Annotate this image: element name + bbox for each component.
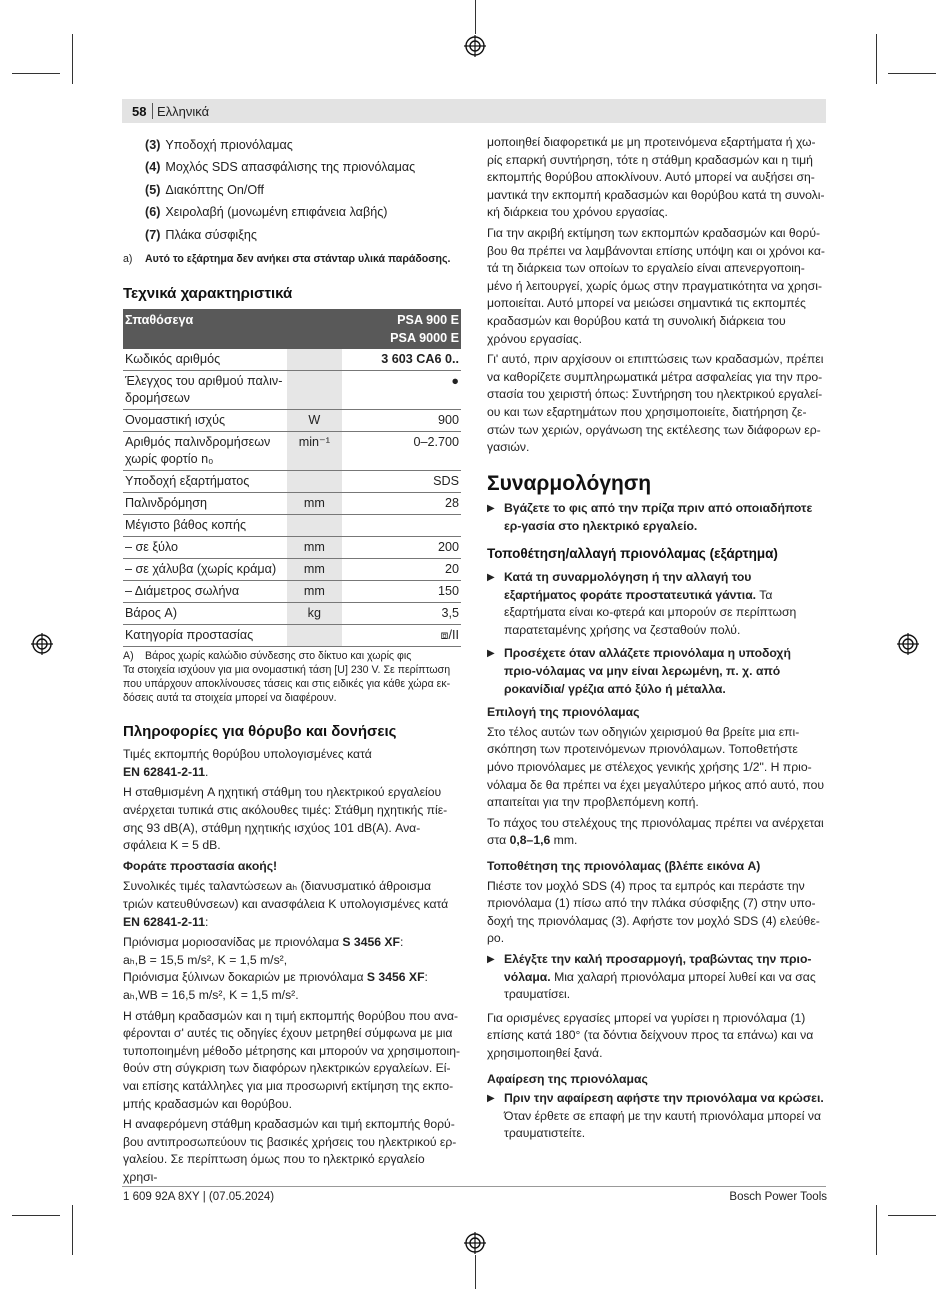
table-row [123,558,461,580]
row-value: 150 [342,580,461,602]
warning-item [487,645,825,698]
choose-heading: Επιλογή της πριονόλαμας [487,705,640,720]
right-p4: Στο τέλος αυτών των οδηγιών χειρισμού θα βρείτε μια επι-σκόπηση των προτεινόμενων πριονόλαμων. Τοποθετήστε μόνο πριονόλαμες με στέλεχος γενικής χρήσης 1/2". Η πριο-νόλαμα δε θα πρέπει να έχει μεγαλύτερο μήκος από αυτό, που απαιτείται για την προβλεπόμενη κοπή. [487,724,825,810]
warning-text: Κατά τη συναρμολόγηση ή την αλλαγή του εξαρτήματος φοράτε προστατευτικά γάντια. [504,570,757,602]
table-row [123,409,461,431]
warning-detail: Τα εξαρτήματα είναι κο-φτερά και μπορούν σε περίπτωση παρατεταμένης χρήσης να ζεσταθούν πολύ. [504,587,797,637]
table-row [123,514,461,536]
right-p3: Γι' αυτό, πριν αρχίσουν οι επιπτώσεις των κραδασμών, πρέπει να καθορίζετε συμπληρωματικά μέτρα ασφαλείας για την προ-στασία του χειριστή όπως: Συντήρηση του ηλεκτρικού εργαλεί-ου και των εξαρτημάτων που χρησιμοποιείτε, διατήρηση ζε-στών των χεριών, οργάνωση της εκτέλεσης των διάφορων ερ-γασιών. [487,352,824,455]
list-item [145,156,461,178]
crop-mark [475,1255,476,1289]
warning-detail: Μια χαλαρή πριονόλαμα μπορεί λυθεί και να σας τραυματίσει. [504,969,816,1002]
crop-mark [12,1215,60,1216]
table-header [123,309,461,349]
noise-p3: Συνολικές τιμές ταλαντώσεων aₕ (διανυσματικό άθροισμα τριών κατευθύνσεων) και ανασφάλεια K υπολογισμένες κατά EN 62841-2-11: [123,879,449,929]
noise-p1: Τιμές εκπομπής θορύβου υπολογισμένες κατά EN 62841-2-11. [123,747,372,779]
model-ref: S 3456 XF [366,970,425,985]
text: Συνολικές τιμές ταλαντώσεων aₕ (διανυσματικό άθροισμα τριών κατευθύνσεων) και ανασφάλεια K υπολογισμένες κατά [123,879,449,911]
blade-heading: Τοποθέτηση/αλλαγή πριονόλαμας (εξάρτημα) [487,546,778,562]
triangle-bullet-icon: ▶ [487,572,495,584]
vibration-value: aₕ,WB = 16,5 m/s², K = 1,5 m/s². [123,987,299,1002]
row-unit [287,349,342,371]
header-language: Ελληνικά [157,104,210,119]
warning-item [487,951,825,1004]
legend-text: Διακόπτης On/Off [165,182,264,197]
footnote-key: A) [123,649,134,662]
thickness-value: 0,8–1,6 [509,833,551,848]
legend-text: Χειρολαβή (μονωμένη επιφάνεια λαβής) [165,205,388,220]
table-row [123,602,461,624]
legend-number: (7) [145,227,161,242]
row-param: Κωδικός αριθμός [123,349,287,371]
row-value: 3,5 [342,602,461,624]
table-row [123,370,461,409]
list-item [145,134,461,156]
legend-text: Υποδοχή πριονόλαμας [165,138,293,152]
crop-mark [876,1205,877,1255]
crop-mark [12,73,60,74]
footnote-text: Αυτό το εξάρτημα δεν ανήκει στα στάνταρ υλικά παράδοσης. [145,253,451,266]
legend-footnote [123,251,461,267]
footnote-key: a) [123,253,133,266]
legend-number: (5) [145,182,161,197]
text: Το πάχος του στελέχους της πριονόλαμας πρέπει να ανέρχεται στα [487,815,824,848]
row-unit: mm [287,580,342,602]
crop-mark [475,0,476,34]
row-param: Αριθμός παλινδρομήσεων χωρίς φορτίο n₀ [123,431,287,470]
model-name: PSA 9000 E [390,330,459,345]
legend-text: Πλάκα σύσφιξης [165,227,257,242]
hearing-protection: Φοράτε προστασία ακοής! [123,858,278,873]
row-value: 0–2.700 [342,431,461,470]
warning-text: Ελέγξτε την καλή προσαρμογή, τραβώντας την πριο-νόλαμα. [504,951,812,984]
row-param: Μέγιστο βάθος κοπής [123,514,287,536]
noise-p4: Πριόνισμα μοριοσανίδας με πριονόλαμα S 3456 XF: aₕ,B = 15,5 m/s², K = 1,5 m/s², Πριόνισμα ξύλινων δοκαριών με πριονόλαμα S 3456 XF: aₕ,WB = 16,5 m/s², K = 1,5 m/s². [123,935,428,1002]
table-row [123,580,461,602]
row-unit: mm [287,558,342,580]
row-value [342,514,461,536]
crop-mark [72,1205,73,1255]
page-header [122,99,826,123]
footer-doc-number: 1 609 92A 8XY | (07.05.2024) [123,1191,275,1203]
text: Τιμές εκπομπής θορύβου υπολογισμένες κατά [123,747,372,762]
unit: mm. [553,833,578,848]
row-unit: mm [287,492,342,514]
right-p6: Πιέστε τον μοχλό SDS (4) προς τα εμπρός και περάστε την πριονόλαμα (1) πίσω από την πλάκα σύσφιξης (7) στην υπο-δοχή της πριονόλαμας (3). Αφήστε τον μοχλό SDS (4) ελεύθε-ρο. [487,878,820,946]
right-p1: μοποιηθεί διαφορετικά με μη προτεινόμενα εξαρτήματα ή χω-ρίς επαρκή συντήρηση, τότε η στάθμη κραδασμών και η τιμή εκπομπής θορύβου αποκλίνουν. Αυτό μπορεί να αυξήσει ση-μαντικά την εκπομπή κραδασμών και θορύβου κατά τη συνολι-κή διάρκεια του χρόνου εργασίας. [487,135,825,220]
row-value: ● [342,370,461,409]
table-row [123,624,461,646]
row-unit [287,624,342,646]
crop-mark [888,73,936,74]
legend-number: (6) [145,205,161,220]
insert-heading: Τοποθέτηση της πριονόλαμας (βλέπε εικόνα A) [487,858,761,873]
noise-heading: Πληροφορίες για θόρυβο και δονήσεις [123,722,397,740]
voltage-note: Τα στοιχεία ισχύουν για μια ονομαστική τάση [U] 230 V. Σε περίπτωση που υπάρχουν αποκλίνουσες τάσεις και στις ειδικές για κάθε χώρα εκ-δόσεις αυτά τα στοιχεία μπορεί να διαφέρουν. [123,663,451,704]
registration-mark-icon [897,633,919,655]
noise-p2: Η σταθμισμένη A ηχητική στάθμη του ηλεκτρικού εργαλείου ανέρχεται τυπικά στις ακόλουθες τιμές: Στάθμη ηχητικής πίε-σης 93 dB(A), στάθμη ηχητικής ισχύος 101 dB(A). Ανα-σφάλεια K = 5 dB. [123,785,448,853]
row-param: – σε ξύλο [123,536,287,558]
legend-text: Μοχλός SDS απασφάλισης της πριονόλαμας [165,160,416,175]
list-item [145,179,461,201]
table-row [123,492,461,514]
crop-mark [876,34,877,84]
model-ref: S 3456 XF [342,935,400,950]
component-legend [123,134,461,246]
table-row [123,536,461,558]
legend-number: (4) [145,160,161,175]
list-item [145,224,461,246]
remove-heading: Αφαίρεση της πριονόλαμας [487,1071,648,1086]
row-param: Υποδοχή εξαρτήματος [123,470,287,492]
triangle-bullet-icon: ▶ [487,1093,495,1105]
row-value: ⧈/II [342,624,461,646]
row-param: Ονομαστική ισχύς [123,409,287,431]
triangle-bullet-icon: ▶ [487,953,495,965]
warning-text: Πριν την αφαίρεση αφήστε την πριονόλαμα να κρώσει. [504,1091,824,1106]
row-value: 900 [342,409,461,431]
row-param: – Διάμετρος σωλήνα [123,580,287,602]
row-value: 3 603 CA6 0.. [342,349,461,371]
registration-mark-icon [464,35,486,57]
table-header-left: Σπαθόσεγα [123,309,342,349]
warning-item [487,569,825,639]
warning-item [487,1090,825,1143]
row-param: Έλεγχος του αριθμού παλιν-δρομήσεων [123,370,287,409]
warning-text: Προσέχετε όταν αλλάζετε πριονόλαμα η υποδοχή πριο-νόλαμας να μην είναι λερωμένη, π. χ. από ροκανίδια/ γρέζια από ξύλο ή μέταλλα. [504,646,791,696]
row-param: – σε χάλυβα (χωρίς κράμα) [123,558,287,580]
noise-p5: Η στάθμη κραδασμών και η τιμή εκπομπής θορύβου που ανα-φέρονται σ' αυτές τις οδηγίες έχουν μετρηθεί σύμφωνα με μια τυποποιημένη μέθοδο μέτρησης και μπορούν να χρησιμοποιη-θούν στη σύγκριση των διαφόρων ηλεκτρικών εργαλείων. Εί-ναι επίσης κατάλληλες για μια προσωρινή εκτίμηση της εκπο-μπής κραδασμών και θορύβου. [123,1008,461,1111]
row-param: Βάρος A) [123,602,287,624]
tech-table [123,309,461,647]
table-row [123,431,461,470]
row-value: 28 [342,492,461,514]
row-unit [287,514,342,536]
table-notes [123,649,461,705]
table-header-right [342,309,461,349]
row-unit: mm [287,536,342,558]
triangle-bullet-icon: ▶ [487,648,495,660]
table-row [123,349,461,371]
row-value: 20 [342,558,461,580]
right-p5 [487,815,825,850]
header-separator [152,103,153,119]
tech-heading: Τεχνικά χαρακτηριστικά [123,285,293,303]
text: Πριόνισμα ξύλινων δοκαριών με πριονόλαμα [123,970,364,985]
right-column [487,134,825,1149]
row-unit [287,470,342,492]
table-row [123,470,461,492]
warning-item [487,500,825,535]
crop-mark [888,1215,936,1216]
row-unit: W [287,409,342,431]
footer-rule [122,1186,826,1187]
list-item [145,201,461,223]
registration-mark-icon [31,633,53,655]
row-param: Κατηγορία προστασίας [123,624,287,646]
row-value: 200 [342,536,461,558]
text: Πριόνισμα μοριοσανίδας με πριονόλαμα [123,935,340,950]
row-unit: kg [287,602,342,624]
crop-mark [72,34,73,84]
standard-ref: EN 62841-2-11 [123,764,205,779]
page-number: 58 [132,104,147,119]
warning-detail: Όταν έρθετε σε επαφή με την καυτή πριονόλαμα μπορεί να τραυματιστείτε. [504,1108,821,1141]
footer-brand: Bosch Power Tools [729,1191,827,1203]
footnote-text: Βάρος χωρίς καλώδιο σύνδεσης στο δίκτυο και χωρίς φις [145,649,412,662]
legend-number: (3) [145,138,161,152]
noise-p6: Η αναφερόμενη στάθμη κραδασμών και τιμή εκπομπής θορύ-βου αντιπροσωπεύουν τις βασικές χρήσεις του ηλεκτρικού ερ-γαλείου. Σε περίπτωση όμως που το ηλεκτρικό εργαλείο χρησι- [123,1117,457,1184]
warning-text: Βγάζετε το φις από την πρίζα πριν από οποιαδήποτε ερ-γασία στο ηλεκτρικό εργαλείο. [504,501,813,533]
assembly-heading: Συναρμολόγηση [487,471,652,495]
vibration-value: aₕ,B = 15,5 m/s², K = 1,5 m/s², [123,952,288,967]
right-p7: Για ορισμένες εργασίες μπορεί να γυρίσει η πριονόλαμα (1) επίσης κατά 180° (τα δόντια δείχνουν προς τα επάνω) και να χρησιμοποιηθεί ξανά. [487,1010,814,1060]
model-name: PSA 900 E [397,312,459,327]
left-column [123,134,461,1189]
row-value: SDS [342,470,461,492]
row-unit: min⁻¹ [287,431,342,470]
row-unit [287,370,342,409]
standard-ref: EN 62841-2-11 [123,914,205,929]
right-p2: Για την ακριβή εκτίμηση των εκπομπών κραδασμών και θορύ-βου θα πρέπει να λαμβάνονται επίσης υπόψη και οι χρόνοι κα-τά τη διάρκεια των οποίων το εργαλείο είναι απενεργοποιη-μένο ή λειτουργεί, χωρίς όμως στην πραγματικότητα να χρησι-μοποιείται. Αυτό μπορεί να μειώσει σημαντικά τις εκπομπές κραδασμών και θορύβου κατά τη συνολική διάρκεια του χρόνου εργασίας. [487,225,825,346]
row-param: Παλινδρόμηση [123,492,287,514]
registration-mark-icon [464,1232,486,1254]
triangle-bullet-icon: ▶ [487,503,495,515]
